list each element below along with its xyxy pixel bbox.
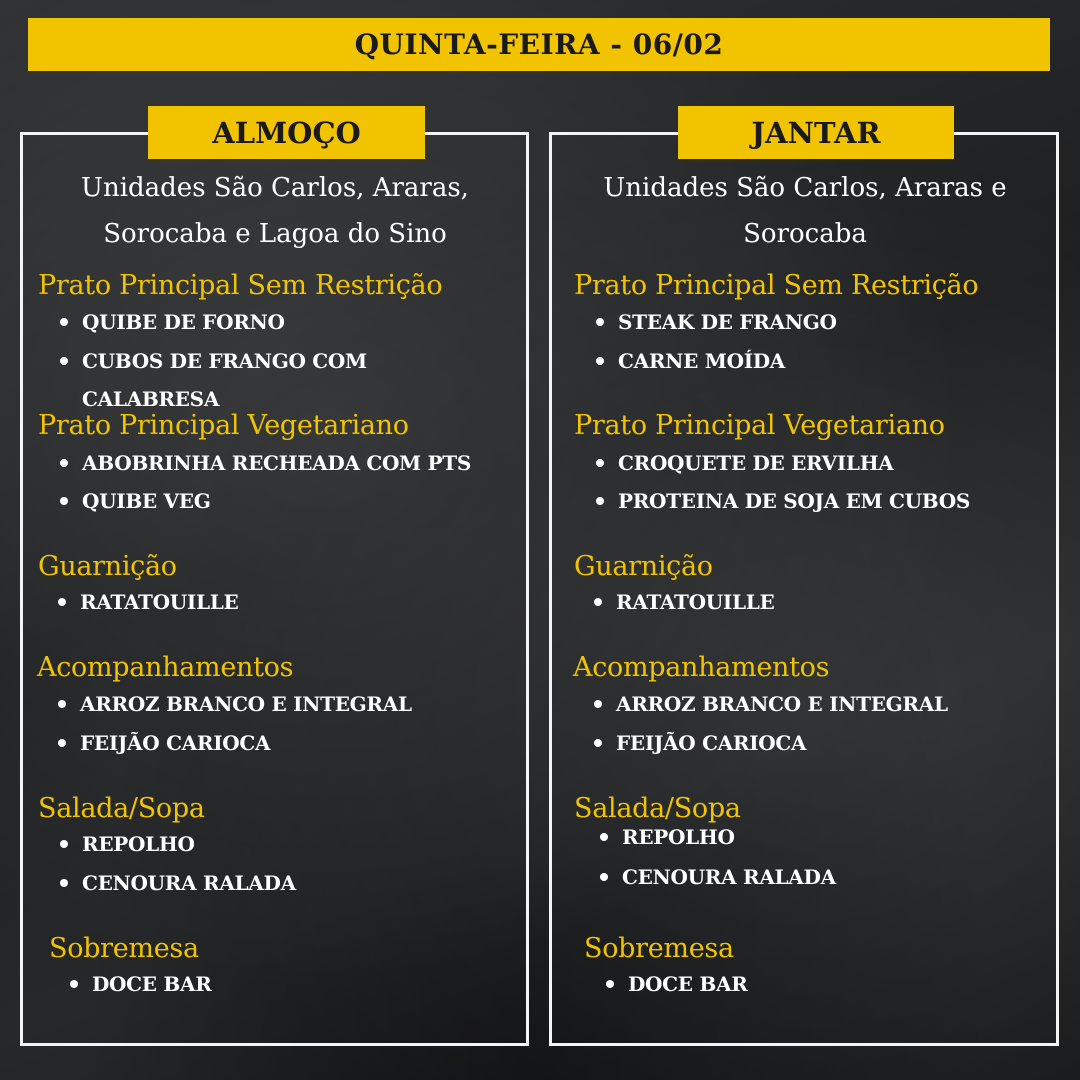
bullet-icon [60, 840, 68, 848]
lunch-section-title: Prato Principal Sem Restrição [38, 270, 443, 301]
bullet-icon [606, 980, 614, 988]
lunch-section-title: Guarnição [38, 551, 177, 582]
bullet-icon [594, 739, 602, 747]
dinner-menu-item: PROTEINA DE SOJA EM CUBOS [596, 489, 970, 513]
page-title: QUINTA-FEIRA - 06/02 [28, 18, 1050, 71]
lunch-menu-item: REPOLHO [60, 832, 195, 856]
dinner-menu-item: ARROZ BRANCO E INTEGRAL [594, 692, 948, 716]
dinner-menu-item: DOCE BAR [606, 972, 748, 996]
bullet-icon [60, 318, 68, 326]
lunch-units-line1: Unidades São Carlos, Araras, [81, 173, 469, 203]
lunch-label: ALMOÇO [148, 106, 425, 159]
dinner-section-title: Prato Principal Vegetariano [574, 410, 945, 441]
bullet-icon [60, 357, 68, 365]
dinner-units-line2: Sorocaba [743, 219, 867, 249]
dinner-section-title: Sobremesa [584, 933, 734, 964]
lunch-section-title: Prato Principal Vegetariano [38, 410, 409, 441]
lunch-menu-item: CUBOS DE FRANGO COM CALABRESA [60, 349, 367, 411]
bullet-icon [60, 497, 68, 505]
lunch-menu-item: QUIBE DE FORNO [60, 310, 285, 334]
dinner-menu-item: REPOLHO [600, 825, 735, 849]
bullet-icon [58, 598, 66, 606]
dinner-menu-item: CARNE MOÍDA [596, 349, 785, 373]
dinner-section-title: Acompanhamentos [573, 652, 830, 683]
bullet-icon [70, 980, 78, 988]
lunch-units-line2: Sorocaba e Lagoa do Sino [103, 219, 447, 249]
bullet-icon [600, 873, 608, 881]
bullet-icon [594, 700, 602, 708]
bullet-icon [600, 833, 608, 841]
lunch-menu-item: CENOURA RALADA [60, 871, 296, 895]
dinner-menu-item: STEAK DE FRANGO [596, 310, 837, 334]
bullet-icon [60, 459, 68, 467]
dinner-menu-item: FEIJÃO CARIOCA [594, 731, 806, 755]
dinner-menu-item: RATATOUILLE [594, 590, 774, 614]
dinner-section-title: Guarnição [574, 551, 713, 582]
dinner-units [560, 165, 1050, 257]
lunch-section-title: Sobremesa [49, 933, 199, 964]
dinner-units-line1: Unidades São Carlos, Araras e [603, 173, 1007, 203]
lunch-menu-item: DOCE BAR [70, 972, 212, 996]
bullet-icon [58, 739, 66, 747]
lunch-units [30, 165, 520, 257]
lunch-menu-item: ARROZ BRANCO E INTEGRAL [58, 692, 412, 716]
bullet-icon [60, 879, 68, 887]
lunch-menu-item: RATATOUILLE [58, 590, 238, 614]
lunch-menu-item: FEIJÃO CARIOCA [58, 731, 270, 755]
bullet-icon [596, 318, 604, 326]
bullet-icon [596, 357, 604, 365]
dinner-label: JANTAR [678, 106, 954, 159]
dinner-menu-item: CROQUETE DE ERVILHA [596, 451, 894, 475]
bullet-icon [58, 700, 66, 708]
bullet-icon [596, 497, 604, 505]
lunch-menu-item: ABOBRINHA RECHEADA COM PTS [60, 451, 471, 475]
dinner-section-title: Prato Principal Sem Restrição [574, 270, 979, 301]
dinner-section-title: Salada/Sopa [574, 793, 741, 824]
bullet-icon [594, 598, 602, 606]
lunch-section-title: Acompanhamentos [37, 652, 294, 683]
lunch-menu-item: QUIBE VEG [60, 489, 210, 513]
lunch-section-title: Salada/Sopa [38, 793, 205, 824]
dinner-menu-item: CENOURA RALADA [600, 865, 836, 889]
bullet-icon [596, 459, 604, 467]
